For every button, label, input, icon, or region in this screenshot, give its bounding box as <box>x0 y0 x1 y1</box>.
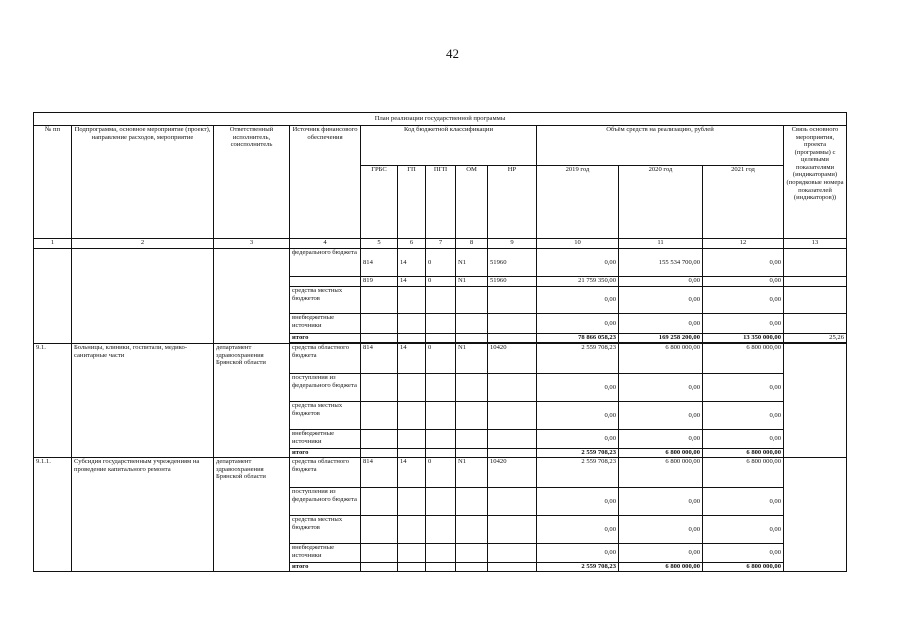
source-local: средства местных бюджетов <box>290 287 361 314</box>
table-title: План реализации государственной программы <box>34 113 847 126</box>
table-row: внебюджетные источники 0,00 0,00 0,00 <box>34 314 847 334</box>
table-row: средства местных бюджетов 0,00 0,00 0,00 <box>34 516 847 544</box>
header-budget-code: Код бюджетной классификации <box>361 126 537 166</box>
colnum: 2 <box>72 239 214 249</box>
table-row: поступления из федерального бюджета 0,00 0,00 0,00 <box>34 374 847 402</box>
colnum: 8 <box>456 239 488 249</box>
header-executor: Ответственный исполнитель, соисполнитель <box>214 126 290 239</box>
colnum: 3 <box>214 239 290 249</box>
header-name: Подпрограмма, основное мероприятие (проект), направление расходов, мероприятие <box>72 126 214 239</box>
table-row: внебюджетные источники 0,00 0,00 0,00 <box>34 544 847 563</box>
colnum: 4 <box>290 239 361 249</box>
row-name: Больницы, клиники, госпитали, медико-санитарные части <box>72 344 214 458</box>
header-2021: 2021 год <box>703 166 784 239</box>
header-nr: НР <box>488 166 537 239</box>
table-row-total: итого 78 866 058,23 169 258 200,00 13 350 000,00 25,26 <box>34 334 847 343</box>
header-2020: 2020 год <box>619 166 703 239</box>
header-link: Связь основного мероприятия, проекта (программы) с целевыми показателями (индикаторами) (порядковые номера показателей (индикаторов)) <box>784 126 847 239</box>
row-num: 9.1.1. <box>34 458 72 572</box>
table-row: поступления из федерального бюджета 0,00 0,00 0,00 <box>34 488 847 516</box>
colnum: 1 <box>34 239 72 249</box>
program-plan-table <box>33 112 847 572</box>
colnum: 11 <box>619 239 703 249</box>
header-pgp: ПГП <box>426 166 456 239</box>
table-row: 9.1.1. Субсидия государственным учреждениям на проведение капитального ремонта департамент здравоохранения Брянской области средства областного бюджета 814 14 0 N1 10420 2 559 708,23 6 800 000,00 6 800 000,00 <box>34 458 847 488</box>
table-row: средства местных бюджетов 0,00 0,00 0,00 <box>34 402 847 430</box>
row-num: 9.1. <box>34 344 72 458</box>
header-grbs: ГРБС <box>361 166 398 239</box>
colnum: 12 <box>703 239 784 249</box>
table-row-total: итого 2 559 708,23 6 800 000,00 6 800 000,00 <box>34 449 847 458</box>
row-name: Субсидия государственным учреждениям на проведение капитального ремонта <box>72 458 214 572</box>
colnum: 6 <box>398 239 426 249</box>
page-number: 42 <box>446 46 459 61</box>
header-source: Источник финансового обеспечения <box>290 126 361 239</box>
header-num: № пп <box>34 126 72 239</box>
header-2019: 2019 год <box>537 166 619 239</box>
header-volume: Объём средств на реализацию, рублей <box>537 126 784 166</box>
table-row-total: итого 2 559 708,23 6 800 000,00 6 800 000,00 <box>34 563 847 572</box>
table-row: внебюджетные источники 0,00 0,00 0,00 <box>34 430 847 449</box>
table-row: 9.1. Больницы, клиники, госпитали, медико-санитарные части департамент здравоохранения Брянской области средства областного бюджета 814 14 0 N1 10420 2 559 708,23 6 800 000,00 6 800 000,00 <box>34 344 847 374</box>
colnum: 13 <box>784 239 847 249</box>
colnum: 10 <box>537 239 619 249</box>
colnum: 5 <box>361 239 398 249</box>
source-offbudget: внебюджетные источники <box>290 314 361 334</box>
colnum: 9 <box>488 239 537 249</box>
row-executor: департамент здравоохранения Брянской области <box>214 344 290 458</box>
colnum: 7 <box>426 239 456 249</box>
table-row: средства местных бюджетов 0,00 0,00 0,00 <box>34 287 847 314</box>
header-om: ОМ <box>456 166 488 239</box>
table-row: 819 14 0 N1 51960 21 759 350,00 0,00 0,00 <box>34 277 847 287</box>
column-numbers-row <box>34 239 847 249</box>
table-row: федерального бюджета 814 14 0 N1 51960 0,00 155 534 700,00 0,00 <box>34 249 847 277</box>
header-gp: ГП <box>398 166 426 239</box>
row-executor: департамент здравоохранения Брянской области <box>214 458 290 572</box>
source-federal: федерального бюджета <box>290 249 361 277</box>
